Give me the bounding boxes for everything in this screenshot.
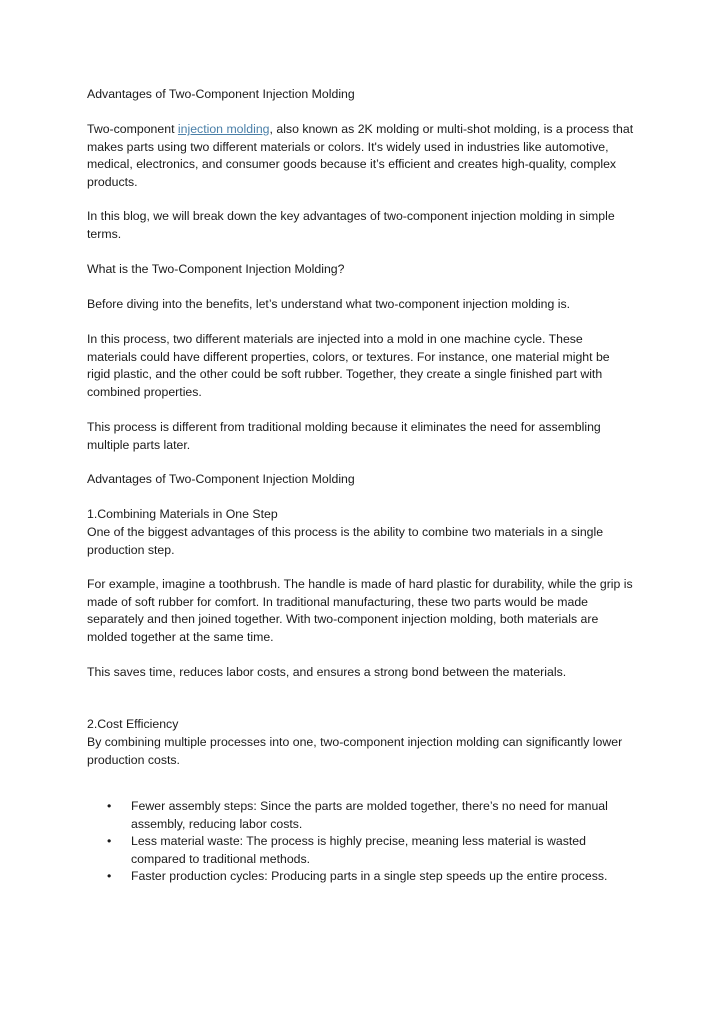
list-item-text: Faster production cycles: Producing parts in a single step speeds up the entire process. <box>131 869 608 884</box>
list-item <box>87 868 637 886</box>
document-title: Advantages of Two-Component Injection Molding <box>87 87 355 101</box>
list-item <box>87 798 637 833</box>
intro-text-start: Two-component <box>87 122 178 136</box>
blog-intro-paragraph: In this blog, we will break down the key advantages of two-component injection molding in simple terms. <box>87 209 615 241</box>
section-1-paragraph-3: This saves time, reduces labor costs, and ensures a strong bond between the materials. <box>87 665 567 679</box>
section-1-heading: 1.Combining Materials in One Step <box>87 507 278 521</box>
bullet-icon: • <box>107 834 112 849</box>
section-1-paragraph-1: One of the biggest advantages of this process is the ability to combine two materials in a single production step. <box>87 525 604 557</box>
advantages-heading: Advantages of Two-Component Injection Molding <box>87 472 355 486</box>
what-is-paragraph-1: Before diving into the benefits, let’s understand what two-component injection molding is. <box>87 297 571 311</box>
bullet-icon: • <box>107 799 112 813</box>
bullet-icon: • <box>107 869 112 884</box>
list-item <box>87 833 637 868</box>
list-item-text: Less material waste: The process is highly precise, meaning less material is wasted compared to traditional methods. <box>131 834 586 866</box>
what-is-heading: What is the Two-Component Injection Molding? <box>87 262 345 276</box>
cost-efficiency-list <box>87 798 637 886</box>
list-item-text: Fewer assembly steps: Since the parts are molded together, there’s no need for manual assembly, reducing labor costs. <box>131 799 608 831</box>
section-2-heading: 2.Cost Efficiency <box>87 717 179 731</box>
intro-text-end: , also known as 2K molding or multi-shot molding, is a process that makes parts using two different materials or colors. It's widely used in industries like automotive, medical, electronics, and consumer goods because it’s efficient and creates high-quality, complex products. <box>87 122 634 189</box>
injection-molding-link[interactable]: injection molding <box>177 122 270 136</box>
section-2-paragraph-1: By combining multiple processes into one, two-component injection molding can significantly lower production costs. <box>87 735 623 767</box>
section-1-paragraph-2: For example, imagine a toothbrush. The handle is made of hard plastic for durability, while the grip is made of soft rubber for comfort. In traditional manufacturing, these two parts would be made separately and then joined together. With two-component injection molding, both materials are molded together at the same time. <box>87 577 633 644</box>
what-is-paragraph-2: In this process, two different materials are injected into a mold in one machine cycle. These materials could have different properties, colors, or textures. For instance, one material might be rigid plastic, and the other could be soft rubber. Together, they create a single finished part with combined properties. <box>87 332 610 399</box>
what-is-paragraph-3: This process is different from traditional molding because it eliminates the need for assembling multiple parts later. <box>87 420 601 452</box>
intro-paragraph <box>87 121 635 191</box>
